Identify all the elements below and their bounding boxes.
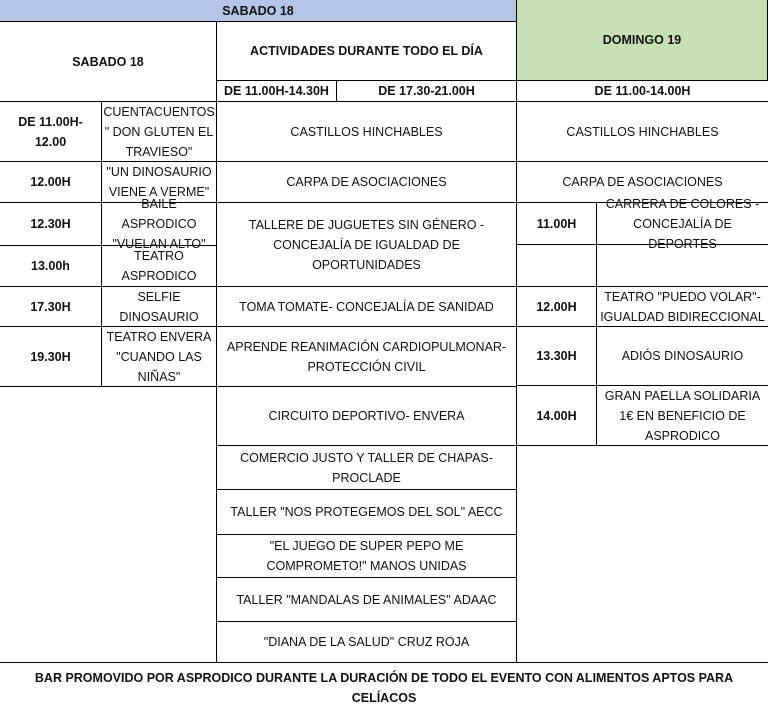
all-day-activity: "EL JUEGO DE SUPER PEPO ME COMPROMETO!" MANOS UNIDAS <box>217 535 517 578</box>
sun-activity-4: GRAN PAELLA SOLIDARIA 1€ EN BENEFICIO DE ASPRODICO <box>597 386 768 446</box>
all-day-activity: CARPA DE ASOCIACIONES <box>217 162 517 203</box>
sat-time-5: 17.30H <box>0 287 102 327</box>
saturday-banner: SABADO 18 <box>0 0 517 22</box>
sat-time-1: DE 11.00H-12.00 <box>0 102 102 162</box>
sat-activity-3: BAILE ASPRODICO "VUELAN ALTO" <box>102 203 217 246</box>
slot-sunday: DE 11.00-14.00H <box>517 81 768 102</box>
sun-activity-3: ADIÓS DINOSAURIO <box>597 327 768 386</box>
sat-time-6: 19.30H <box>0 327 102 387</box>
all-day-activity: APRENDE REANIMACIÓN CARDIOPULMONAR- PROTECCIÓN CIVIL <box>217 327 517 387</box>
sun-time-4: 14.00H <box>517 386 597 446</box>
sat-activity-6: TEATRO ENVERA "CUANDO LAS NIÑAS" <box>102 327 217 387</box>
sat-activity-2: "UN DINOSAURIO VIENE A VERME" <box>102 162 217 203</box>
all-day-activity: CASTILLOS HINCHABLES <box>217 102 517 162</box>
all-day-activity: "DIANA DE LA SALUD" CRUZ ROJA <box>217 622 517 663</box>
sun-time-1: 11.00H <box>517 203 597 245</box>
empty-area-left <box>0 387 217 663</box>
sun-all-day-activity: CASTILLOS HINCHABLES <box>517 102 768 162</box>
sun-empty-activity <box>597 245 768 287</box>
sat-time-3: 12.30H <box>0 203 102 246</box>
sun-all-day-activity: CARPA DE ASOCIACIONES <box>517 162 768 203</box>
sun-activity-2: TEATRO "PUEDO VOLAR"- IGUALDAD BIDIRECCIONAL <box>597 287 768 327</box>
empty-area-right <box>517 446 768 663</box>
sunday-header: DOMINGO 19 <box>517 0 768 81</box>
all-day-activity: TALLERE DE JUGUETES SIN GÉNERO - CONCEJALÍA DE IGUALDAD DE OPORTUNIDADES <box>217 203 517 287</box>
sun-time-2: 12.00H <box>517 287 597 327</box>
sat-time-2: 12.00H <box>0 162 102 203</box>
footer-note: BAR PROMOVIDO POR ASPRODICO DURANTE LA DURACIÓN DE TODO EL EVENTO CON ALIMENTOS APTOS PARA CELÍACOS <box>34 670 734 705</box>
sun-activity-1: CARRERA DE COLORES - CONCEJALÍA DE DEPORTES <box>597 203 768 245</box>
sat-activity-5: SELFIE DINOSAURIO <box>102 287 217 327</box>
sat-activity-4: TEATRO ASPRODICO <box>102 246 217 287</box>
sun-empty-time <box>517 245 597 287</box>
all-day-activity: TOMA TOMATE- CONCEJALÍA DE SANIDAD <box>217 287 517 327</box>
saturday-label: SABADO 18 <box>0 22 217 102</box>
sat-time-4: 13.00h <box>0 246 102 287</box>
sat-activity-1: CUENTACUENTOS " DON GLUTEN EL TRAVIESO" <box>102 102 217 162</box>
sun-time-3: 13.30H <box>517 327 597 386</box>
all-day-activity: COMERCIO JUSTO Y TALLER DE CHAPAS- PROCLADE <box>217 446 517 490</box>
all-day-header: ACTIVIDADES DURANTE TODO EL DÍA <box>217 22 517 81</box>
all-day-activity: TALLER "MANDALAS DE ANIMALES" ADAAC <box>217 578 517 622</box>
all-day-activity: TALLER "NOS PROTEGEMOS DEL SOL" AECC <box>217 490 517 535</box>
slot-morning: DE 11.00H-14.30H <box>217 81 337 102</box>
all-day-activity: CIRCUITO DEPORTIVO- ENVERA <box>217 387 517 446</box>
slot-evening: DE 17.30-21.00H <box>337 81 517 102</box>
